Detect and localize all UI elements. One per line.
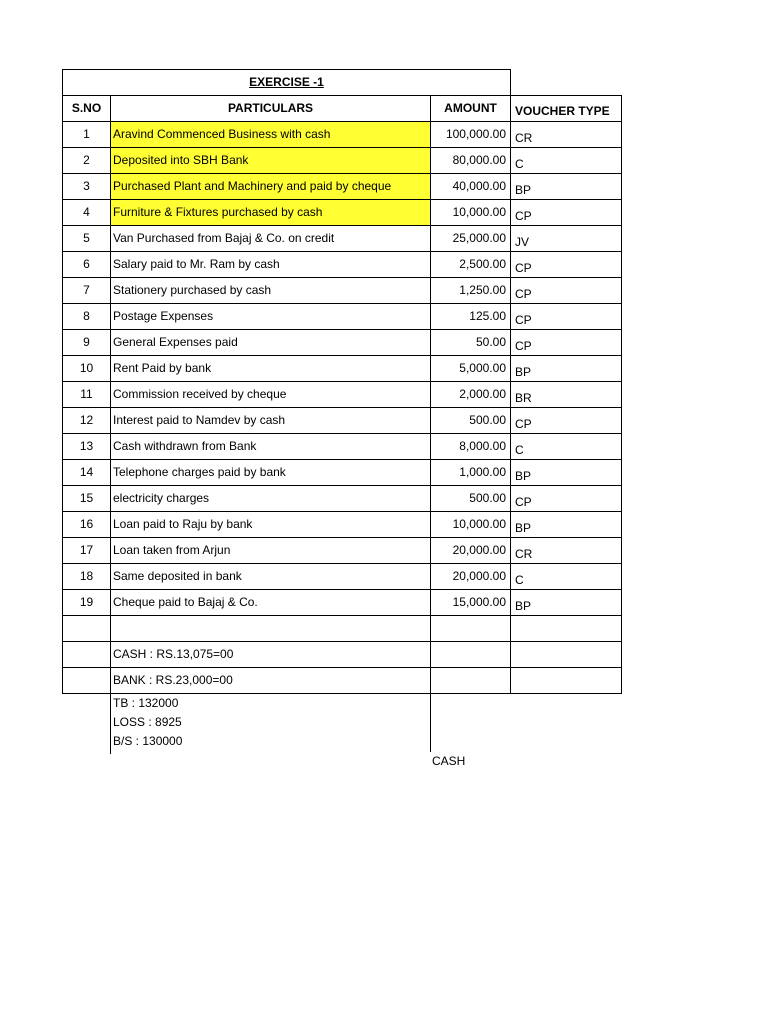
empty-cell [63,668,111,694]
cell-sno: 10 [63,356,111,382]
title-row [63,70,622,96]
cell-voucher-type: BR [511,382,622,408]
cell-particulars: Cheque paid to Bajaj & Co. [111,590,431,616]
exercise-table-body [63,70,622,694]
empty-cell [431,642,511,668]
cell-voucher-type: CP [511,330,622,356]
header-particulars: PARTICULARS [111,96,431,122]
cell-particulars: electricity charges [111,486,431,512]
cell-amount: 20,000.00 [431,538,511,564]
cell-sno: 9 [63,330,111,356]
cell-voucher-type: CR [511,538,622,564]
cell-voucher-type: JV [511,226,622,252]
cell-voucher-type: CP [511,278,622,304]
table-row [63,590,622,616]
cell-particulars: Stationery purchased by cash [111,278,431,304]
table-row [63,278,622,304]
cell-voucher-type: CP [511,408,622,434]
cell-voucher-type: CP [511,200,622,226]
cell-voucher-type: BP [511,512,622,538]
cell-amount: 2,000.00 [431,382,511,408]
cell-amount: 80,000.00 [431,148,511,174]
notes-divider [430,694,431,752]
cell-amount: 25,000.00 [431,226,511,252]
cell-amount: 100,000.00 [431,122,511,148]
cell-sno: 7 [63,278,111,304]
cell-amount: 10,000.00 [431,200,511,226]
cell-amount: 20,000.00 [431,564,511,590]
cash-label: CASH [432,754,466,768]
table-row [63,148,622,174]
cell-sno: 4 [63,200,111,226]
exercise-title: EXERCISE -1 [63,70,511,96]
table-row [63,356,622,382]
cell-sno: 15 [63,486,111,512]
cell-voucher-type: BP [511,460,622,486]
table-row [63,174,622,200]
cell-amount: 2,500.00 [431,252,511,278]
cell-voucher-type: C [511,564,622,590]
summary-bank: BANK : RS.23,000=00 [111,668,431,694]
cell-sno: 18 [63,564,111,590]
cell-particulars: Van Purchased from Bajaj & Co. on credit [111,226,431,252]
cell-sno: 16 [63,512,111,538]
table-row [63,226,622,252]
cell-amount: 8,000.00 [431,434,511,460]
cell-sno: 17 [63,538,111,564]
cell-particulars: Loan taken from Arjun [111,538,431,564]
cell-sno: 8 [63,304,111,330]
table-row [63,434,622,460]
header-voucher-type: VOUCHER TYPE [511,96,622,122]
cell-sno: 11 [63,382,111,408]
table-row [63,564,622,590]
cell-particulars: Deposited into SBH Bank [111,148,431,174]
table-row [63,486,622,512]
header-sno: S.NO [63,96,111,122]
note-loss: LOSS : 8925 [113,715,182,729]
cell-voucher-type: CP [511,304,622,330]
table-row [63,408,622,434]
cell-amount: 5,000.00 [431,356,511,382]
cell-particulars: Rent Paid by bank [111,356,431,382]
summary-cash: CASH : RS.13,075=00 [111,642,431,668]
cell-sno: 13 [63,434,111,460]
table-row [63,304,622,330]
cell-particulars: Telephone charges paid by bank [111,460,431,486]
cell-sno: 19 [63,590,111,616]
notes-block [110,694,182,754]
cell-particulars: Salary paid to Mr. Ram by cash [111,252,431,278]
empty-cell [511,70,622,96]
table-row [63,382,622,408]
empty-cell [511,668,622,694]
cell-amount: 500.00 [431,486,511,512]
summary-row [63,668,622,694]
empty-row [63,616,622,642]
cell-amount: 500.00 [431,408,511,434]
table-row [63,330,622,356]
table-row [63,460,622,486]
cell-voucher-type: CR [511,122,622,148]
cell-amount: 50.00 [431,330,511,356]
note-bs: B/S : 130000 [113,734,183,748]
note-tb: TB : 132000 [113,696,179,710]
cell-particulars: Same deposited in bank [111,564,431,590]
cell-sno: 12 [63,408,111,434]
table-row [63,200,622,226]
table-row [63,538,622,564]
empty-cell [431,616,511,642]
cell-amount: 1,250.00 [431,278,511,304]
empty-cell [511,616,622,642]
cell-voucher-type: BP [511,174,622,200]
cell-voucher-type: C [511,434,622,460]
cell-voucher-type: BP [511,356,622,382]
cell-particulars: Commission received by cheque [111,382,431,408]
cell-amount: 125.00 [431,304,511,330]
table-row [63,252,622,278]
cell-sno: 3 [63,174,111,200]
cell-amount: 1,000.00 [431,460,511,486]
cell-sno: 1 [63,122,111,148]
cell-voucher-type: C [511,148,622,174]
summary-row [63,642,622,668]
cell-sno: 5 [63,226,111,252]
exercise-table [62,69,622,694]
cell-sno: 2 [63,148,111,174]
empty-cell [111,616,431,642]
cell-sno: 6 [63,252,111,278]
header-row [63,96,622,122]
empty-cell [511,642,622,668]
cell-voucher-type: CP [511,252,622,278]
header-amount: AMOUNT [431,96,511,122]
cell-amount: 40,000.00 [431,174,511,200]
cell-voucher-type: BP [511,590,622,616]
empty-cell [63,642,111,668]
cell-particulars: Aravind Commenced Business with cash [111,122,431,148]
table-row [63,122,622,148]
cell-amount: 10,000.00 [431,512,511,538]
cell-sno: 14 [63,460,111,486]
cell-amount: 15,000.00 [431,590,511,616]
cell-particulars: Interest paid to Namdev by cash [111,408,431,434]
table-row [63,512,622,538]
cell-particulars: Cash withdrawn from Bank [111,434,431,460]
empty-cell [63,616,111,642]
cell-particulars: General Expenses paid [111,330,431,356]
cell-particulars: Furniture & Fixtures purchased by cash [111,200,431,226]
cell-voucher-type: CP [511,486,622,512]
empty-cell [431,668,511,694]
cell-particulars: Purchased Plant and Machinery and paid by cheque [111,174,431,200]
cell-particulars: Postage Expenses [111,304,431,330]
cell-particulars: Loan paid to Raju by bank [111,512,431,538]
